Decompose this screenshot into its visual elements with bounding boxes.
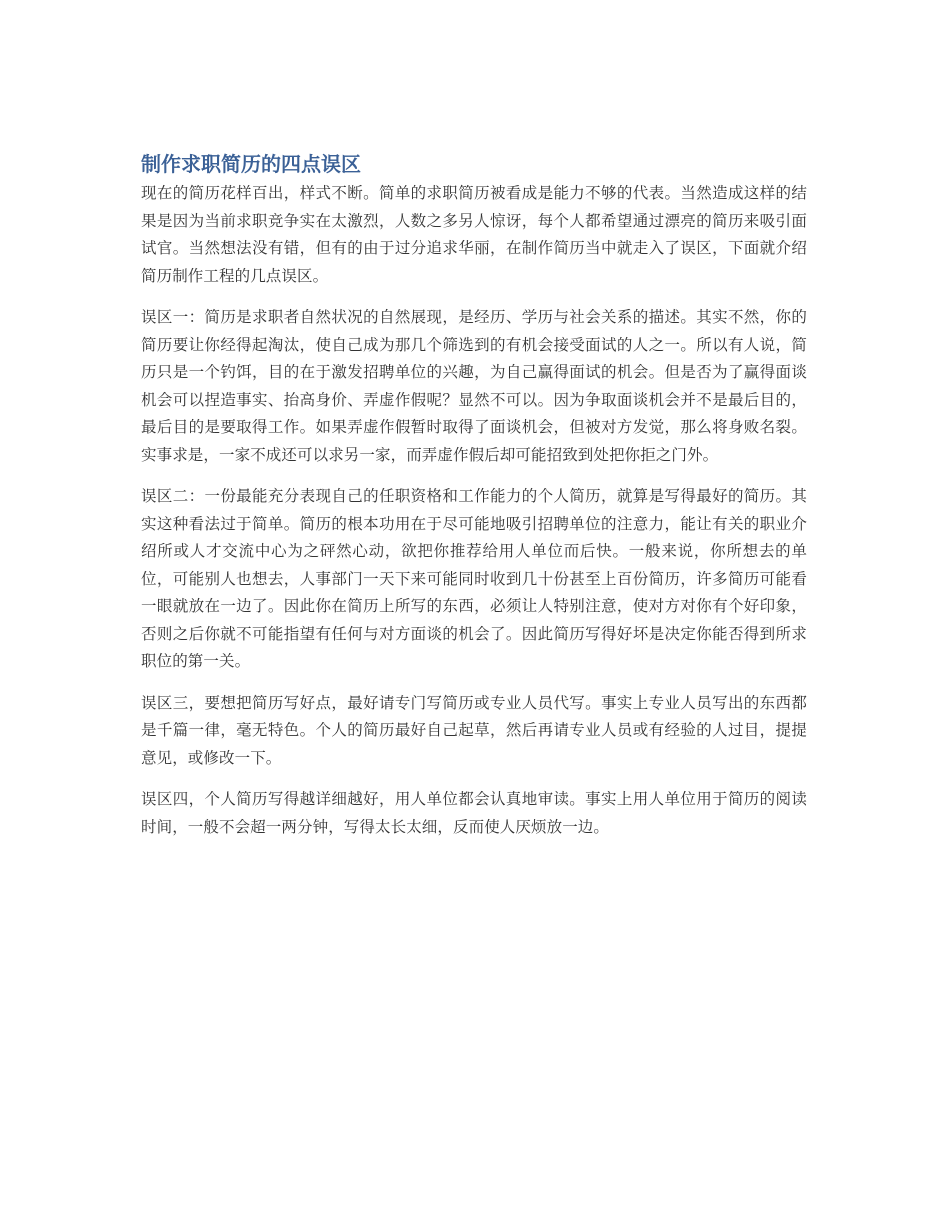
document-title: 制作求职简历的四点误区 bbox=[141, 152, 361, 176]
document-page bbox=[141, 150, 807, 855]
misconception-four-paragraph: 误区四，个人简历写得越详细越好，用人单位都会认真地审读。事实上用人单位用于简历的阅读时间，一般不会超一两分钟，写得太长太细，反而使人厌烦放一边。 bbox=[141, 790, 807, 836]
misconception-three-paragraph: 误区三，要想把简历写好点，最好请专门写简历或专业人员代写。事实上专业人员写出的东西都是千篇一律，毫无特色。个人的简历最好自己起草，然后再请专业人员或有经验的人过目，提提意见，或修改一下。 bbox=[141, 693, 807, 767]
intro-paragraph: 现在的简历花样百出，样式不断。简单的求职简历被看成是能力不够的代表。当然造成这样的结果是因为当前求职竞争实在太激烈，人数之多另人惊讶，每个人都希望通过漂亮的简历来吸引面试官。当然想法没有错，但有的由于过分追求华丽，在制作简历当中就走入了误区，下面就介绍简历制作工程的几点误区。 bbox=[141, 184, 807, 285]
misconception-one-paragraph: 误区一：简历是求职者自然状况的自然展现，是经历、学历与社会关系的描述。其实不然，你的简历要让你经得起淘汰，使自己成为那几个筛选到的有机会接受面试的人之一。所以有人说，简历只是一个钓饵，目的在于激发招聘单位的兴趣，为自己赢得面试的机会。但是否为了赢得面谈机会可以捏造事实、抬高身价、弄虚作假呢？显然不可以。因为争取面谈机会并不是最后目的，最后目的是要取得工作。如果弄虚作假暂时取得了面谈机会，但被对方发觉，那么将身败名裂。实事求是，一家不成还可以求另一家，而弄虚作假后却可能招致到处把你拒之门外。 bbox=[141, 308, 807, 464]
misconception-two-paragraph: 误区二：一份最能充分表现自己的任职资格和工作能力的个人简历，就算是写得最好的简历。其实这种看法过于简单。简历的根本功用在于尽可能地吸引招聘单位的注意力，能让有关的职业介绍所或人才交流中心为之砰然心动，欲把你推荐给用人单位而后快。一般来说，你所想去的单位，可能别人也想去，人事部门一天下来可能同时收到几十份甚至上百份简历，许多简历可能看一眼就放在一边了。因此你在简历上所写的东西，必须让人特别注意，使对方对你有个好印象，否则之后你就不可能指望有任何与对方面谈的机会了。因此简历写得好坏是决定你能否得到所求职位的第一关。 bbox=[141, 487, 807, 670]
